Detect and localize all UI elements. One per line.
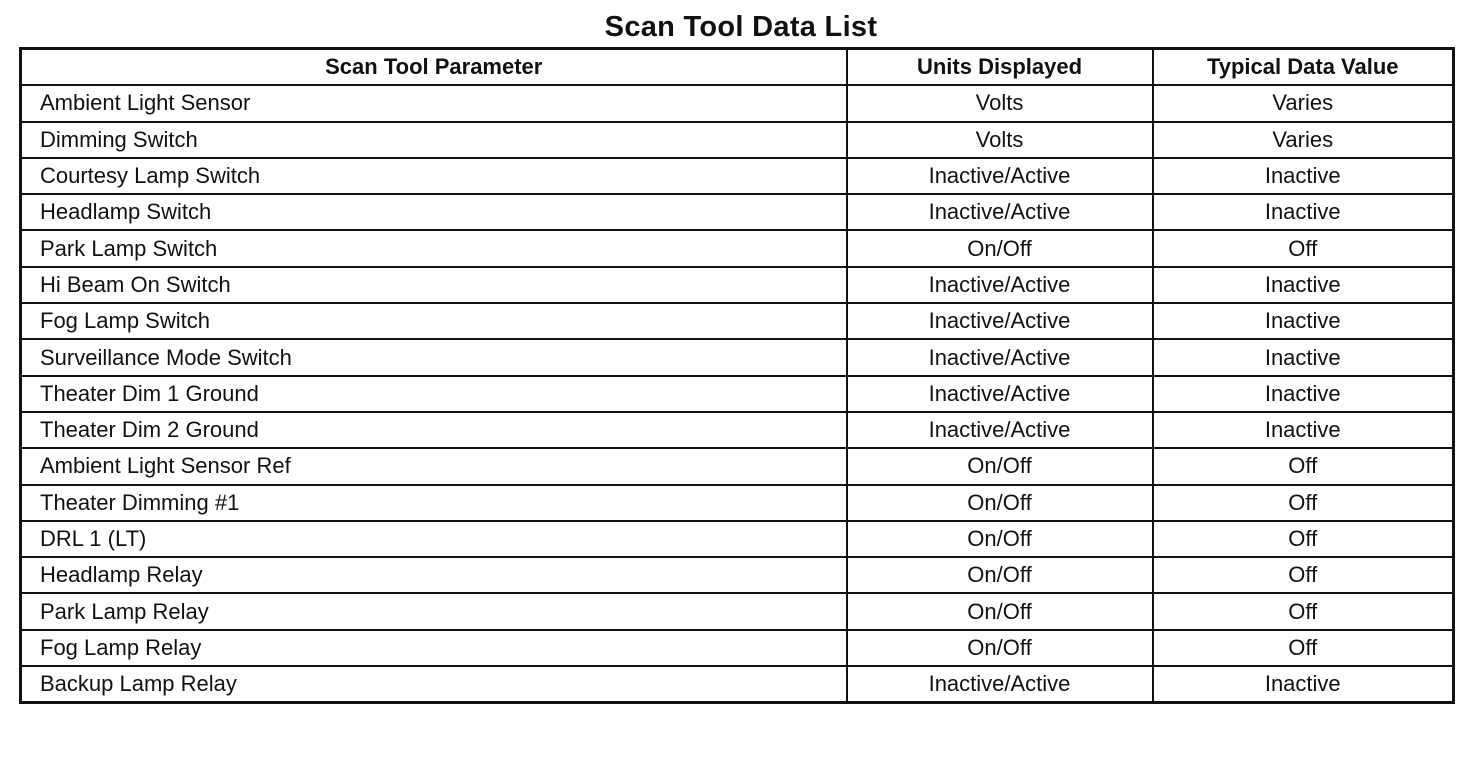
units-cell: On/Off xyxy=(847,485,1153,521)
units-cell: Inactive/Active xyxy=(847,412,1153,448)
typical-value-cell: Off xyxy=(1153,448,1454,484)
parameter-cell: Hi Beam On Switch xyxy=(21,267,847,303)
typical-value-cell: Off xyxy=(1153,593,1454,629)
typical-value-cell: Inactive xyxy=(1153,194,1454,230)
units-cell: Inactive/Active xyxy=(847,666,1153,703)
typical-value-cell: Off xyxy=(1153,521,1454,557)
parameter-cell: Theater Dimming #1 xyxy=(21,485,847,521)
parameter-cell: Park Lamp Relay xyxy=(21,593,847,629)
typical-value-cell: Varies xyxy=(1153,85,1454,121)
units-cell: On/Off xyxy=(847,521,1153,557)
units-cell: Inactive/Active xyxy=(847,194,1153,230)
parameter-cell: Backup Lamp Relay xyxy=(21,666,847,703)
table-row xyxy=(21,194,1454,230)
units-cell: Volts xyxy=(847,85,1153,121)
parameter-cell: Park Lamp Switch xyxy=(21,230,847,266)
parameter-cell: DRL 1 (LT) xyxy=(21,521,847,557)
units-cell: Inactive/Active xyxy=(847,376,1153,412)
units-cell: Inactive/Active xyxy=(847,267,1153,303)
typical-value-cell: Inactive xyxy=(1153,666,1454,703)
column-header-units: Units Displayed xyxy=(847,49,1153,86)
units-cell: On/Off xyxy=(847,448,1153,484)
table-row xyxy=(21,666,1454,703)
table-row xyxy=(21,557,1454,593)
typical-value-cell: Inactive xyxy=(1153,158,1454,194)
table-row xyxy=(21,339,1454,375)
header-row xyxy=(21,49,1454,86)
typical-value-cell: Off xyxy=(1153,557,1454,593)
table-row xyxy=(21,593,1454,629)
page-title: Scan Tool Data List xyxy=(604,11,878,43)
typical-value-cell: Varies xyxy=(1153,122,1454,158)
parameter-cell: Headlamp Relay xyxy=(21,557,847,593)
table-row xyxy=(21,412,1454,448)
parameter-cell: Headlamp Switch xyxy=(21,194,847,230)
typical-value-cell: Inactive xyxy=(1153,267,1454,303)
units-cell: Inactive/Active xyxy=(847,339,1153,375)
parameter-cell: Fog Lamp Relay xyxy=(21,630,847,666)
table-row xyxy=(21,267,1454,303)
column-header-parameter: Scan Tool Parameter xyxy=(21,49,847,86)
units-cell: Inactive/Active xyxy=(847,303,1153,339)
table-row xyxy=(21,303,1454,339)
typical-value-cell: Off xyxy=(1153,630,1454,666)
table-row xyxy=(21,485,1454,521)
table-row xyxy=(21,448,1454,484)
parameter-cell: Ambient Light Sensor xyxy=(21,85,847,121)
table-row xyxy=(21,521,1454,557)
units-cell: Volts xyxy=(847,122,1153,158)
column-header-typical-value: Typical Data Value xyxy=(1153,49,1454,86)
table-row xyxy=(21,376,1454,412)
table-row xyxy=(21,630,1454,666)
typical-value-cell: Inactive xyxy=(1153,412,1454,448)
parameter-cell: Fog Lamp Switch xyxy=(21,303,847,339)
typical-value-cell: Inactive xyxy=(1153,339,1454,375)
typical-value-cell: Inactive xyxy=(1153,376,1454,412)
parameter-cell: Theater Dim 1 Ground xyxy=(21,376,847,412)
parameter-cell: Surveillance Mode Switch xyxy=(21,339,847,375)
parameter-cell: Ambient Light Sensor Ref xyxy=(21,448,847,484)
parameter-cell: Dimming Switch xyxy=(21,122,847,158)
typical-value-cell: Off xyxy=(1153,230,1454,266)
typical-value-cell: Off xyxy=(1153,485,1454,521)
units-cell: On/Off xyxy=(847,557,1153,593)
table-row xyxy=(21,230,1454,266)
table-row xyxy=(21,158,1454,194)
units-cell: On/Off xyxy=(847,230,1153,266)
table-row xyxy=(21,122,1454,158)
units-cell: On/Off xyxy=(847,630,1153,666)
typical-value-cell: Inactive xyxy=(1153,303,1454,339)
units-cell: On/Off xyxy=(847,593,1153,629)
parameter-cell: Theater Dim 2 Ground xyxy=(21,412,847,448)
parameter-cell: Courtesy Lamp Switch xyxy=(21,158,847,194)
table-row xyxy=(21,85,1454,121)
units-cell: Inactive/Active xyxy=(847,158,1153,194)
scan-tool-data-table xyxy=(19,47,1455,704)
